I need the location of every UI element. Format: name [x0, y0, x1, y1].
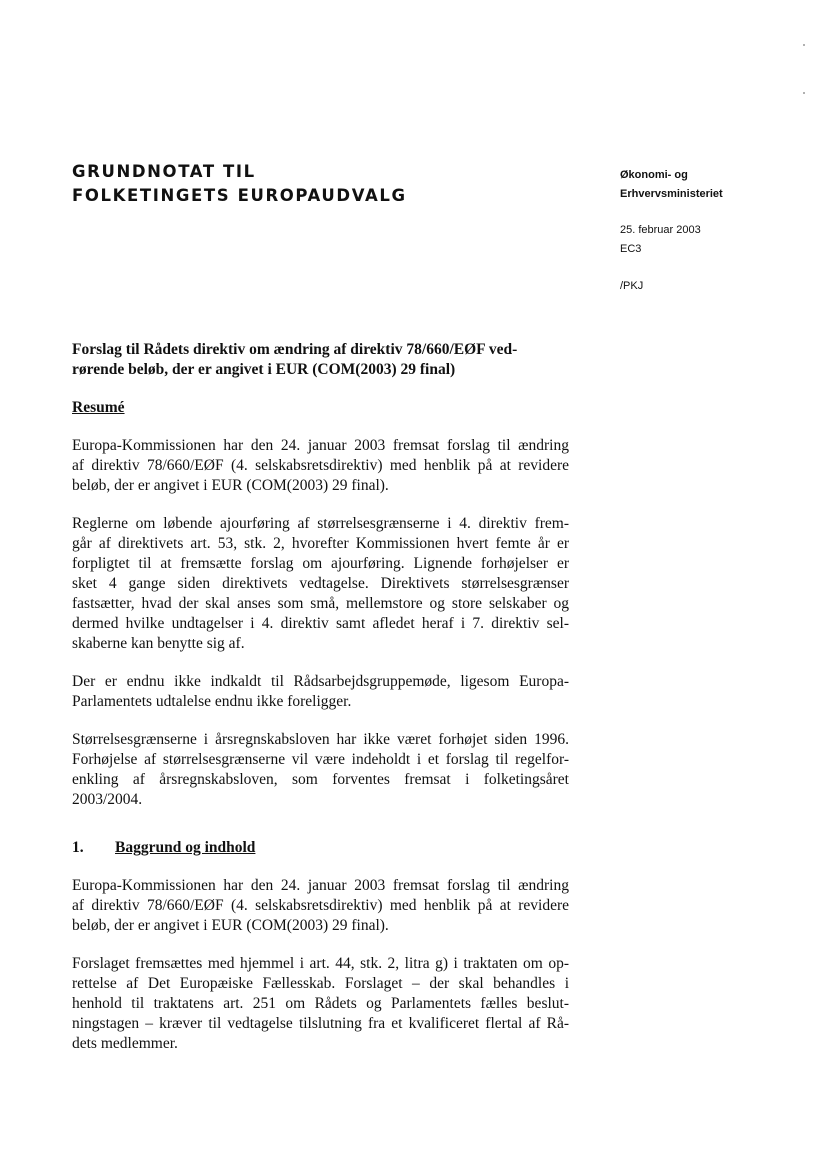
document-meta	[620, 221, 820, 259]
ministry-name-line-1: Økonomi- og	[620, 169, 688, 181]
section-1-paragraph-1	[72, 876, 569, 936]
text-line: fastsætter, hvad der skal anses som små, mellemstore og store selskaber og	[72, 595, 569, 612]
text-line: ningstagen – kræver til vedtagelse tilslutning fra et kvalificeret flertal af Rå-	[72, 1015, 569, 1032]
text-line: Størrelsesgrænserne i årsregnskabsloven har ikke været forhøjet siden 1996.	[72, 731, 569, 748]
text-line: Parlamentets udtalelse endnu ikke foreligger.	[72, 693, 352, 710]
text-line: Forhøjelse af størrelsesgrænserne vil være indeholdt i et forslag til regelfor-	[72, 751, 569, 768]
document-title-line-2: FOLKETINGETS EUROPAUDVALG	[72, 186, 407, 205]
resume-heading: Resumé	[72, 399, 125, 416]
section-1-paragraph-2	[72, 954, 569, 1054]
text-line: 2003/2004.	[72, 791, 143, 808]
section-number: 1.	[72, 839, 84, 856]
text-line: går af direktivets art. 53, stk. 2, hvorefter Kommissionen hvert femte år er	[72, 535, 569, 552]
text-line: henhold til traktatens art. 251 om Rådets og Parlamentets fælles beslut-	[72, 995, 569, 1012]
text-line: beløb, der er angivet i EUR (COM(2003) 29 final).	[72, 477, 389, 494]
text-line: Reglerne om løbende ajourføring af størrelsesgrænserne i 4. direktiv frem-	[72, 515, 569, 532]
subject-title-line-2: rørende beløb, der er angivet i EUR (COM(2003) 29 final)	[72, 361, 456, 378]
resume-paragraph-1	[72, 436, 569, 496]
document-title-line-1: GRUNDNOTAT TIL	[72, 162, 256, 181]
resume-paragraph-2	[72, 514, 569, 654]
text-line: af direktiv 78/660/EØF (4. selskabsretsdirektiv) med henblik på at revidere	[72, 897, 569, 914]
text-line: enkling af årsregnskabsloven, som forventes fremsat i folketingsåret	[72, 771, 569, 788]
ministry-name-line-2: Erhvervsministeriet	[620, 188, 723, 200]
scan-speck	[803, 92, 805, 94]
section-title: Baggrund og indhold	[115, 839, 256, 856]
text-line: beløb, der er angivet i EUR (COM(2003) 29 final).	[72, 917, 389, 934]
text-line: Forslaget fremsættes med hjemmel i art. 44, stk. 2, litra g) i traktaten om op-	[72, 955, 569, 972]
section-1-heading	[72, 838, 569, 858]
text-line: Europa-Kommissionen har den 24. januar 2003 fremsat forslag til ændring	[72, 437, 569, 454]
text-line: skaberne kan benytte sig af.	[72, 635, 245, 652]
sender-info	[620, 166, 820, 296]
resume-paragraph-3	[72, 672, 569, 712]
text-line: dets medlemmer.	[72, 1035, 178, 1052]
office-code: EC3	[620, 243, 642, 255]
text-line: rettelse af Det Europæiske Fællesskab. Forslaget – der skal behandles i	[72, 975, 569, 992]
text-line: af direktiv 78/660/EØF (4. selskabsretsdirektiv) med henblik på at revidere	[72, 457, 569, 474]
document-date: 25. februar 2003	[620, 224, 701, 236]
ministry-name	[620, 166, 820, 204]
reference-initials: /PKJ	[620, 280, 644, 292]
subject-title	[72, 340, 569, 380]
document-body	[72, 340, 569, 1054]
text-line: Europa-Kommissionen har den 24. januar 2003 fremsat forslag til ændring	[72, 877, 569, 894]
text-line: Der er endnu ikke indkaldt til Rådsarbejdsgruppemøde, ligesom Europa-	[72, 673, 569, 690]
text-line: sket 4 gange siden direktivets vedtagelse. Direktivets størrelsesgrænser	[72, 575, 569, 592]
document-title	[72, 160, 407, 208]
subject-title-line-1: Forslag til Rådets direktiv om ændring af direktiv 78/660/EØF ved-	[72, 341, 518, 358]
text-line: forpligtet til at fremsætte forslag om ajourføring. Lignende forhøjelser er	[72, 555, 569, 572]
resume-paragraph-4	[72, 730, 569, 810]
text-line: dermed hvilke undtagelser i 4. direktiv samt afledet heraf i 7. direktiv sel-	[72, 615, 569, 632]
scan-speck	[803, 44, 805, 46]
